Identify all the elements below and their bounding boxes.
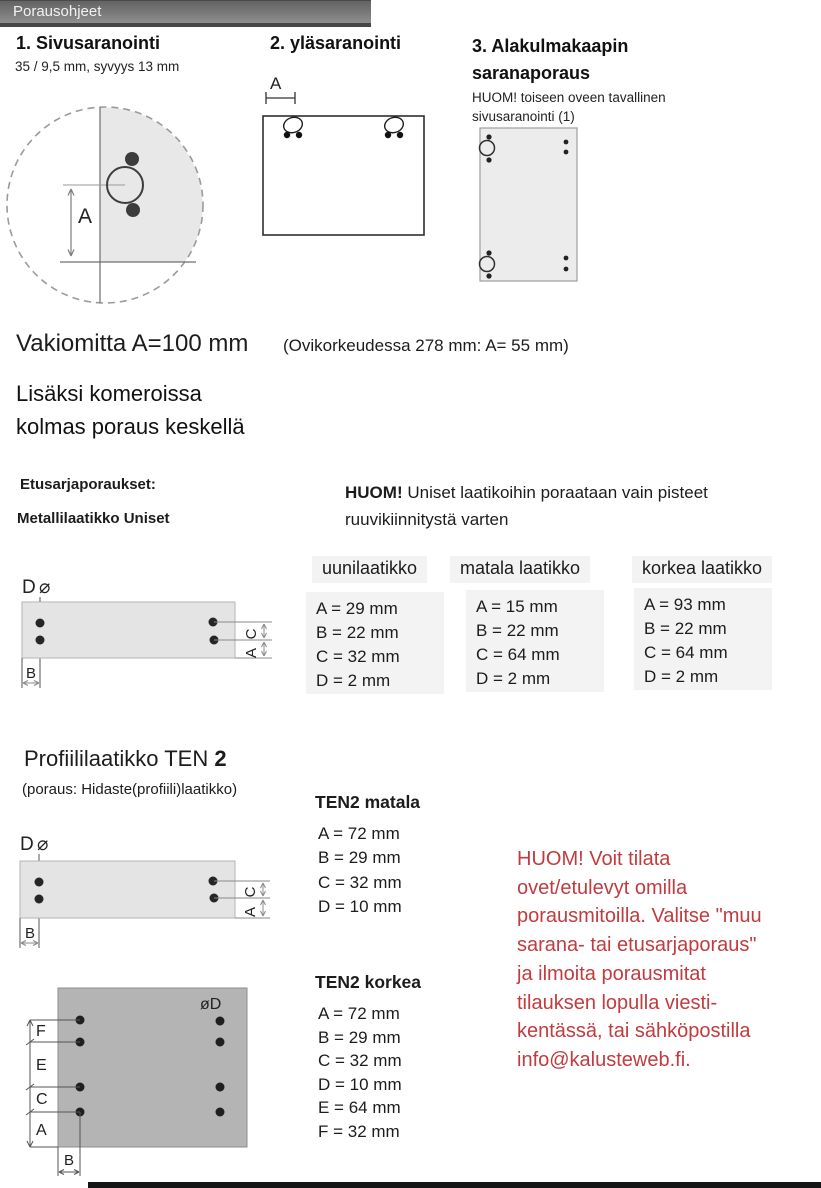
drill-point — [216, 1038, 225, 1047]
screw-hole — [486, 273, 491, 278]
dimension-arrow-a — [262, 642, 267, 656]
screw-hole — [564, 140, 569, 145]
ten2-matala-drawer-diagram — [8, 828, 293, 956]
screw-hole — [486, 157, 491, 162]
drill-point — [35, 878, 44, 887]
screw-hole — [125, 152, 139, 166]
ten2-matala-values — [318, 822, 402, 919]
dimension-label-b: B — [25, 925, 36, 942]
uniset-note-huom: HUOM! — [345, 483, 403, 502]
front-series-heading: Etusarjaporaukset: — [20, 476, 156, 493]
screw-hole — [385, 132, 391, 138]
dimension-label-d: D — [22, 577, 36, 598]
measurement-row: F = 32 mm — [318, 1121, 400, 1141]
screw-hole — [486, 250, 491, 255]
dimension-label-a: A — [36, 1122, 47, 1139]
door-height-note: (Ovikorkeudessa 278 mm: A= 55 mm) — [283, 336, 569, 355]
dimension-label-c: C — [242, 886, 259, 898]
dimension-bracket-a — [266, 92, 295, 104]
dimension-arrow-c — [262, 624, 267, 638]
screw-hole — [126, 203, 140, 217]
measurement-column-korkea — [634, 588, 772, 690]
section3-note-line1: HUOM! toiseen oveen tavallinen — [472, 90, 666, 105]
closet-note-line1: Lisäksi komeroissa — [16, 381, 202, 406]
measurement-row: D = 10 mm — [318, 896, 402, 916]
metal-drawer-subheading: Metallilaatikko Uniset — [17, 510, 170, 527]
dimension-label-d: D — [20, 834, 34, 855]
corner-cabinet-diagram — [470, 115, 620, 295]
section3-title-line1: 3. Alakulmakaapin — [472, 36, 629, 56]
drill-point — [36, 619, 45, 628]
diameter-d-label: øD — [200, 996, 222, 1013]
profile-heading-regular: Profiililaatikko TEN — [24, 746, 209, 771]
bottom-bar — [88, 1182, 821, 1188]
measurement-column-matala — [466, 590, 604, 692]
drawer-front-panel — [22, 602, 235, 658]
dimension-label-a: A — [270, 74, 282, 93]
dimension-label-f: F — [36, 1023, 46, 1040]
measurement-row: C = 64 mm — [476, 645, 560, 664]
measurement-row: A = 15 mm — [476, 597, 558, 616]
measurement-row: B = 22 mm — [476, 621, 559, 640]
measurement-row: C = 32 mm — [316, 647, 400, 666]
measurement-row: A = 93 mm — [644, 595, 726, 614]
measurement-row: D = 2 mm — [316, 671, 391, 690]
measurement-row: B = 22 mm — [644, 619, 727, 638]
screw-hole — [564, 256, 569, 261]
measurement-row: A = 29 mm — [316, 599, 398, 618]
uniset-note — [345, 479, 785, 533]
ten2-korkea-values — [318, 1002, 402, 1144]
diameter-icon: ⌀ — [37, 834, 49, 855]
profile-heading-bold: 2 — [214, 746, 227, 771]
measurement-column-uunilaatikko — [306, 592, 444, 694]
dimension-label-e: E — [36, 1057, 47, 1074]
screw-hole — [284, 132, 290, 138]
side-hinge-diagram — [0, 95, 230, 315]
measurement-row: C = 32 mm — [318, 1051, 402, 1071]
measurement-row: C = 64 mm — [644, 643, 728, 662]
closet-note-line2: kolmas poraus keskellä — [16, 414, 245, 439]
drawer-type-header-matala: matala laatikko — [450, 556, 590, 583]
ten2-matala-title: TEN2 matala — [315, 792, 421, 812]
red-note-line: ovet/etulevyt omilla — [517, 876, 688, 899]
section2-title: 2. yläsaranointi — [270, 33, 402, 53]
dimension-arrow-a — [261, 900, 266, 916]
measurement-row: B = 29 mm — [318, 1027, 401, 1047]
drawer-type-header-uunilaatikko: uunilaatikko — [312, 556, 427, 583]
red-note-line: ja ilmoita porausmitat — [517, 962, 706, 985]
screw-hole — [564, 267, 569, 272]
red-note-line: sarana- tai etusarjaporaus" — [517, 934, 757, 957]
diameter-icon: ⌀ — [39, 577, 51, 598]
page-title: Porausohjeet — [13, 3, 102, 20]
ten2-korkea-drawer-diagram — [10, 952, 310, 1188]
measurement-row: E = 64 mm — [318, 1098, 401, 1118]
profile-drawer-subheading: (poraus: Hidaste(profiili)laatikko) — [22, 781, 238, 798]
dimension-ladder — [27, 1020, 33, 1147]
ten2-korkea-title: TEN2 korkea — [315, 972, 422, 992]
drill-point — [36, 636, 45, 645]
red-order-note — [517, 845, 762, 1075]
drill-point — [216, 1083, 225, 1092]
measurement-row: D = 2 mm — [476, 669, 551, 688]
red-note-line: porausmitoilla. Valitse "muu — [517, 905, 762, 928]
drill-point — [216, 1017, 225, 1026]
red-note-line: tilauksen lopulla viesti- — [517, 991, 718, 1014]
title-bar — [0, 0, 371, 27]
dimension-arrow-a — [68, 189, 74, 256]
screw-hole — [564, 150, 569, 155]
measurement-row: B = 29 mm — [318, 848, 401, 868]
red-note-line: info@kalusteweb.fi. — [517, 1048, 691, 1071]
dimension-arrow-c — [261, 883, 266, 896]
dimension-arrow-b — [59, 1170, 79, 1175]
section3-title — [472, 33, 628, 87]
screw-hole — [397, 132, 403, 138]
screw-hole — [486, 134, 491, 139]
uniset-note-text: Uniset laatikoihin poraataan vain pisteet ruuvikiinnitystä varten — [345, 483, 708, 529]
drill-point — [35, 895, 44, 904]
dimension-label-a: A — [242, 906, 259, 918]
uniset-drawer-diagram — [10, 572, 295, 697]
drawer-front-panel — [20, 861, 235, 918]
red-note-line: kentässä, tai sähköpostilla — [517, 1020, 751, 1043]
dimension-label-c: C — [243, 628, 260, 640]
dimension-label-a: A — [243, 647, 260, 659]
screw-hole — [296, 132, 302, 138]
dimension-label-c: C — [36, 1091, 48, 1108]
measurement-row: B = 22 mm — [316, 623, 399, 642]
section1-title: 1. Sivusaranointi — [16, 33, 161, 53]
dimension-label-a: A — [78, 205, 93, 228]
measurement-row: D = 2 mm — [644, 667, 719, 686]
measurement-row: A = 72 mm — [318, 824, 400, 843]
dimension-label-b: B — [26, 665, 37, 682]
measurement-row: A = 72 mm — [318, 1004, 400, 1023]
red-note-line: HUOM! Voit tilata — [517, 848, 671, 870]
drill-point — [216, 1108, 225, 1117]
drawer-type-header-korkea: korkea laatikko — [632, 556, 772, 583]
top-hinge-diagram — [255, 72, 470, 247]
profile-drawer-heading — [24, 746, 227, 772]
dimension-label-b: B — [64, 1152, 75, 1169]
section3-title-line2: saranaporaus — [472, 63, 591, 83]
standard-dimension-text: Vakiomitta A=100 mm — [16, 330, 249, 357]
measurement-row: D = 10 mm — [318, 1074, 402, 1094]
section3-note-line2: sivusaranointi (1) — [472, 109, 575, 124]
measurement-row: C = 32 mm — [318, 872, 402, 892]
section1-subtitle: 35 / 9,5 mm, syvyys 13 mm — [15, 59, 180, 74]
